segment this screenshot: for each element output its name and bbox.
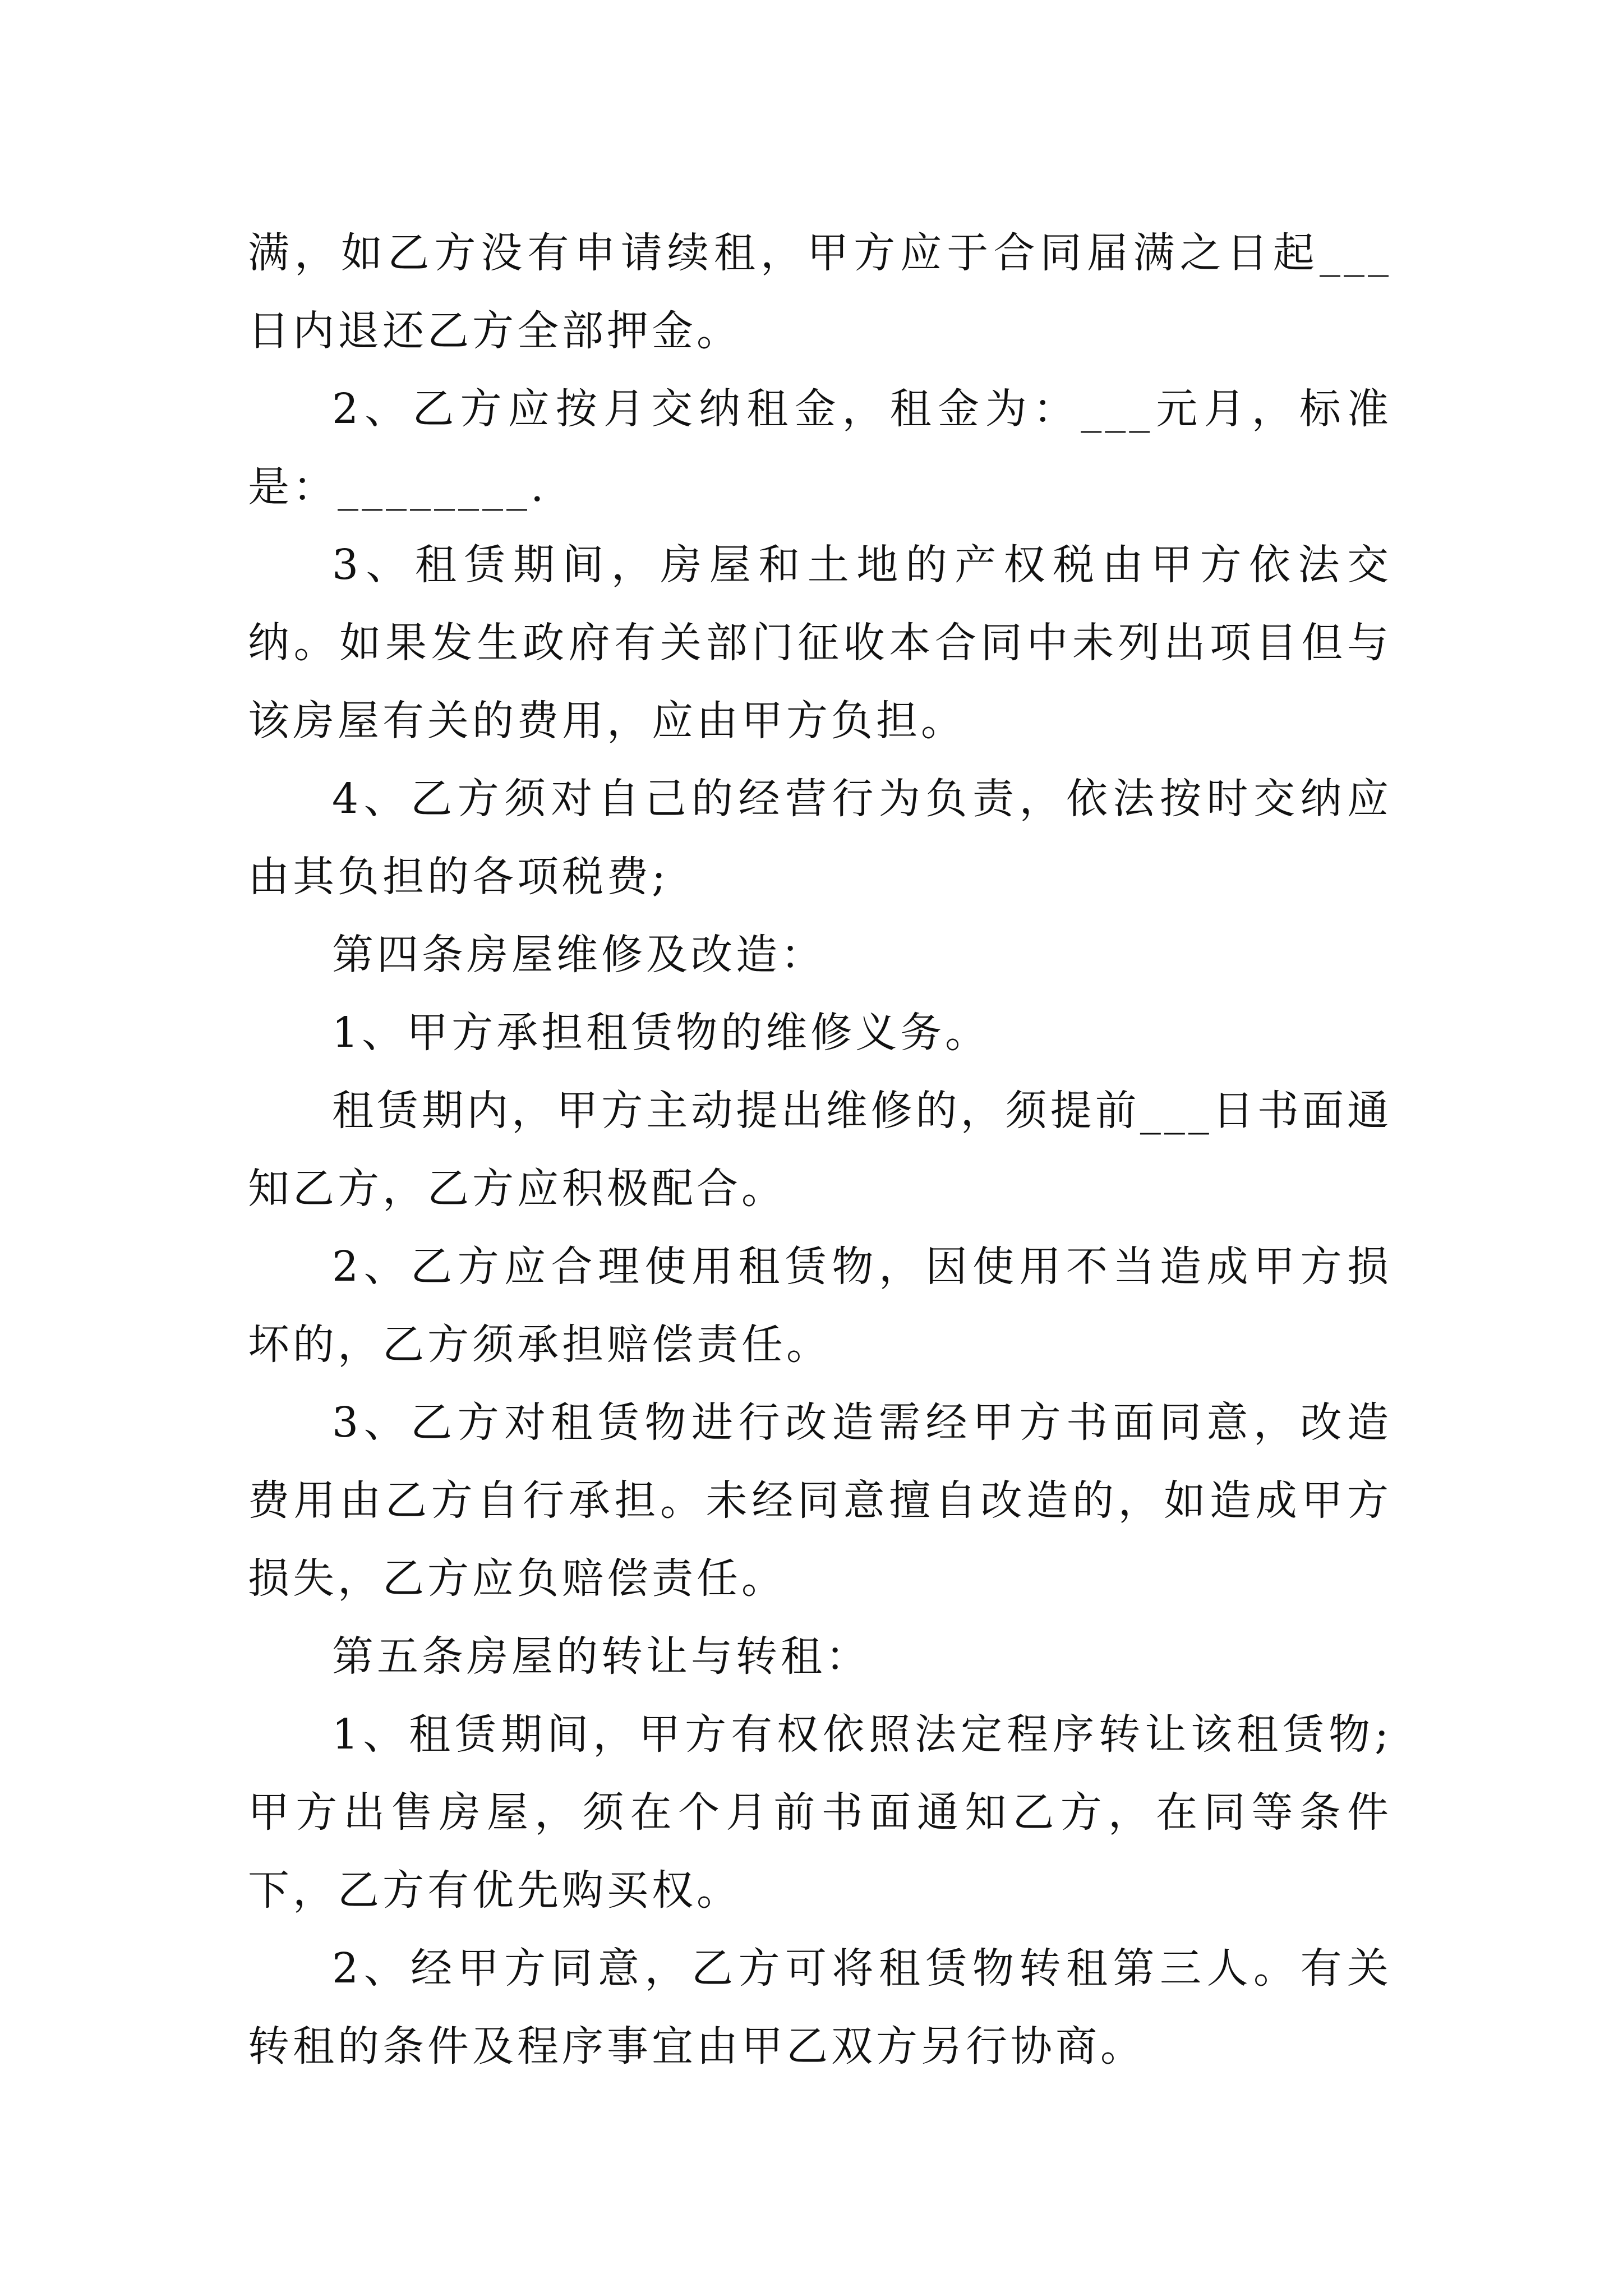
paragraph-7: 租赁期内，甲方主动提出维修的，须提前___日书面通知乙方，乙方应积极配合。 [248, 1087, 1392, 1213]
paragraph-4: 4、乙方须对自己的经营行为负责，依法按时交纳应由其负担的各项税费; [248, 775, 1392, 901]
paragraph-8: 2、乙方应合理使用租赁物，因使用不当造成甲方损坏的，乙方须承担赔偿责任。 [248, 1243, 1392, 1369]
paragraph-3: 3、租赁期间，房屋和土地的产权税由甲方依法交纳。如果发生政府有关部门征收本合同中未列出项目但与该房屋有关的费用，应由甲方负担。 [248, 541, 1392, 745]
paragraph-1: 满，如乙方没有申请续租，甲方应于合同届满之日起___日内退还乙方全部押金。 [248, 229, 1392, 355]
section-heading-4: 第四条房屋维修及改造： [332, 931, 826, 979]
paragraph-6: 1、甲方承担租赁物的维修义务。 [332, 1009, 990, 1057]
paragraph-12: 2、经甲方同意，乙方可将租赁物转租第三人。有关转租的条件及程序事宜由甲乙双方另行协商。 [248, 1944, 1392, 2070]
paragraph-9: 3、乙方对租赁物进行改造需经甲方书面同意，改造费用由乙方自行承担。未经同意擅自改造的，如造成甲方损失，乙方应负赔偿责任。 [248, 1398, 1392, 1603]
section-heading-5: 第五条房屋的转让与转租： [332, 1632, 870, 1681]
paragraph-11: 1、租赁期间，甲方有权依照法定程序转让该租赁物;甲方出售房屋，须在个月前书面通知乙方，在同等条件下，乙方有优先购买权。 [248, 1710, 1392, 1915]
document-body [248, 214, 1392, 2086]
paragraph-2: 2、乙方应按月交纳租金，租金为：___元月，标准是：________. [248, 385, 1392, 511]
